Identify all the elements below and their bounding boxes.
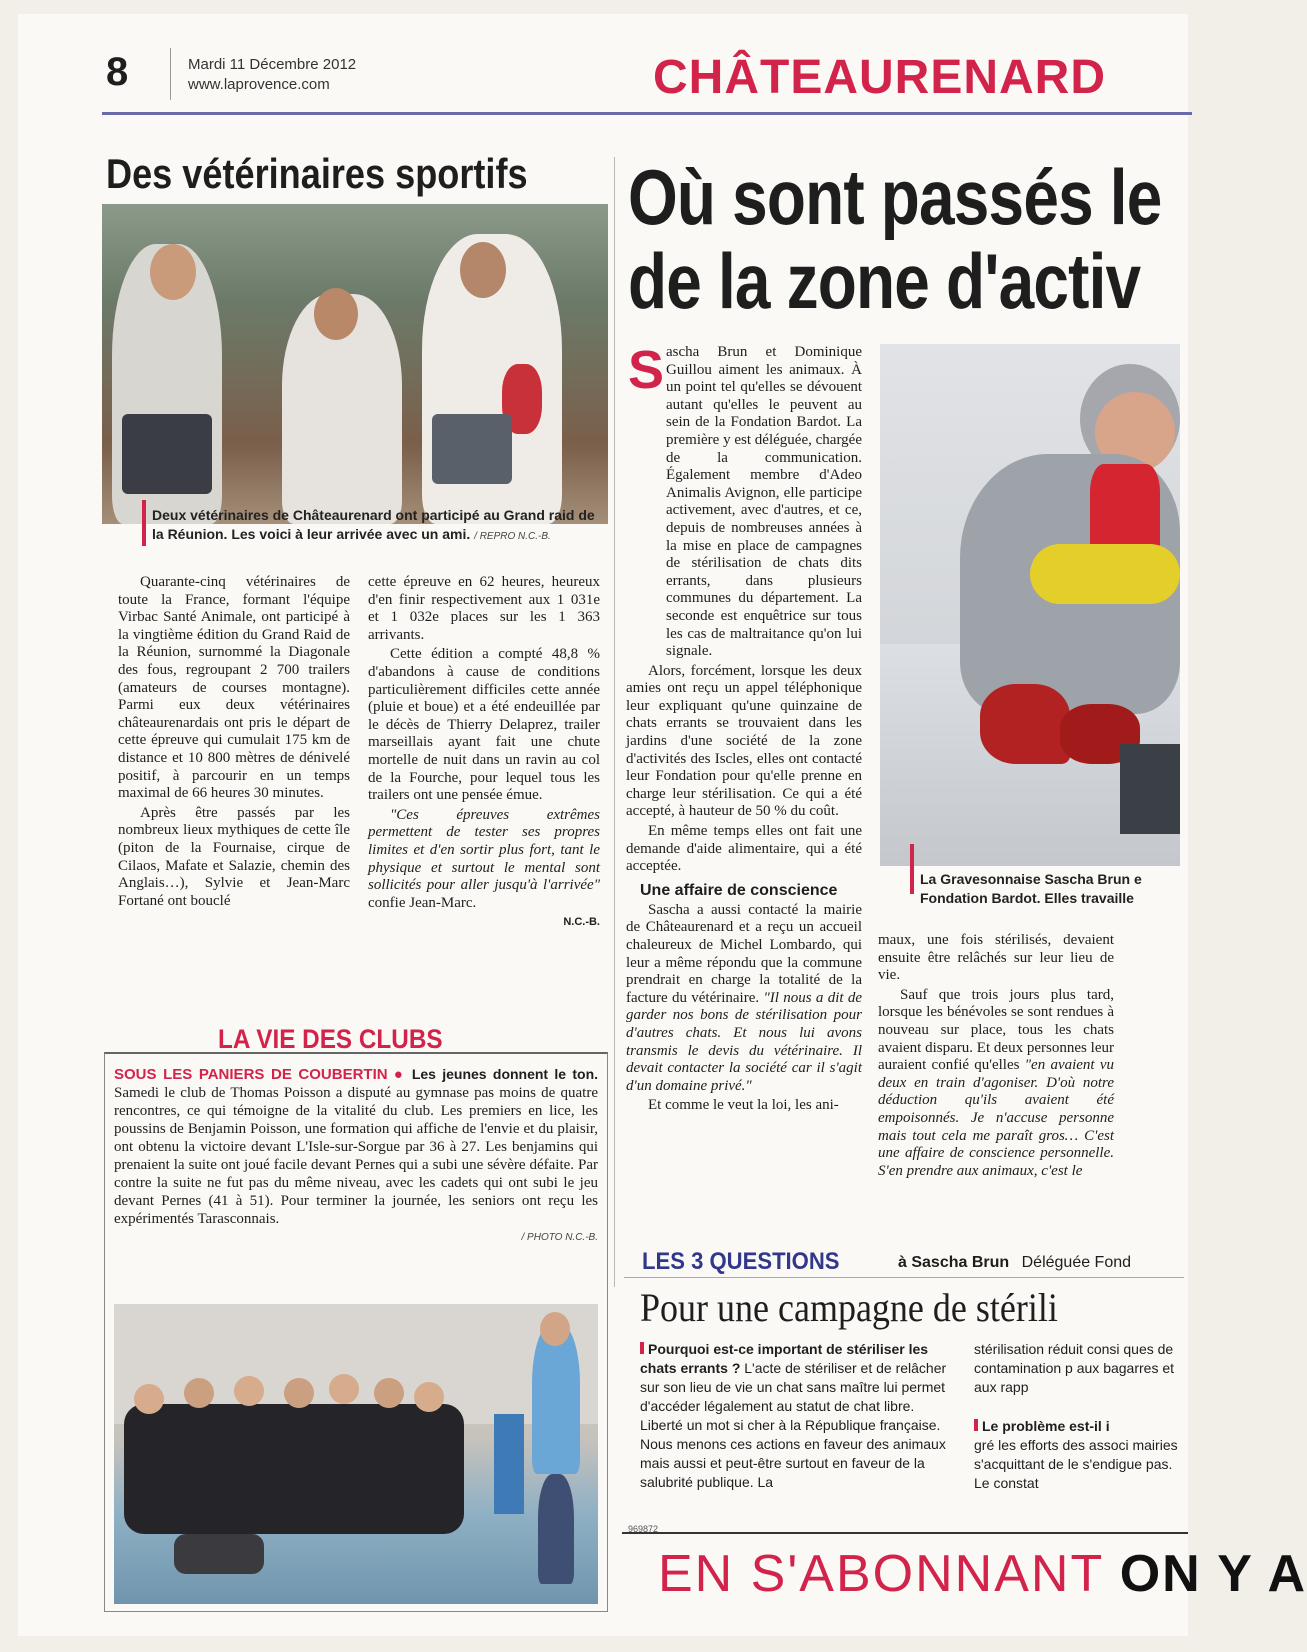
- questions-rule: [624, 1277, 1184, 1278]
- main-headline-line1: Où sont passés le: [628, 153, 1162, 241]
- paragraph: Sauf que trois jours plus tard, lorsque les bénévoles se sont rendues à nouveau sur place, tous les chats avaient disparu. Et deux personnes leur auraient confié qu'elles "en avaient vu deux en train d'agoniser. D'où notre déduction qu'ils avaient été empoisonnés. Je n'accuse personne mais tout cela me paraît gros… C'est une affaire de conscience personnelle. S'en prendre aux animaux, c'est le: [878, 986, 1114, 1179]
- left-article-col2: [368, 574, 600, 928]
- clubs-heading: LA VIE DES CLUBS: [218, 1024, 443, 1054]
- questions-col1: [640, 1340, 958, 1492]
- quote: "Il nous a dit de garder nos bons de stérilisation pour d'autres chats. Et nous lui avons transmis le devis du vétérinaire. Il devait contacter la société car il s'agit d'un domaine privé.": [626, 989, 862, 1094]
- paragraph: ascha Brun et Dominique Guillou aiment les animaux. À un point tel qu'elles se dévouent autant qu'elles le peuvent au sein de la Fondation Bardot. La première y est déléguée, chargée de la communication. Également membre d'Adeo Animalis Avignon, elle participe activement, avec d'autres, et ce, depuis de nombreuses années à la mise en place de campagnes de stérilisation de chats dits errants, dans plusieurs communes du département. La seconde est enquêtrice sur tous les cas de maltraitance qu'on lui signale.: [666, 344, 862, 660]
- questions-headline: Pour une campagne de stérili: [640, 1285, 1058, 1330]
- paragraph: Quarante-cinq vétérinaires de toute la France, formant l'équipe Virbac Santé Animale, ont participé à la vingtième édition du Grand Raid de la Réunion, surnommé la Diagonale des fous, regroupant 2 700 trailers (amateurs de courses montagne). Parmi eux deux vétérinaires châteaurenardais ont pris le départ de cette épreuve qui cumulait 175 km de distance et 10 800 mètres de dénivelé positif, à parcourir en un temps maximal de 66 heures 30 minutes.: [118, 574, 350, 802]
- left-photo-caption: Deux vétérinaires de Châteaurenard ont participé au Grand raid de la Réunion. Les voici à leur arrivée avec un ami. / REPRO N.C.-B.: [152, 507, 595, 542]
- answer-1: L'acte de stériliser et de relâcher sur son lieu de vie un chat sans maître lui permet d'accéder légalement au statut de chat libre. Liberté un mot si cher à la République française. Nous menons ces actions en faveur des animaux mais aussi et peut-être surtout en faveur de la salubrité publique. La: [640, 1360, 947, 1490]
- header-date: Mardi 11 Décembre 2012: [188, 56, 357, 73]
- clubs-lead: Les jeunes donnent le ton.: [411, 1066, 599, 1082]
- quote: "Ces épreuves extrêmes permettent de tester ses propres limites et d'en sortir plus fort, tant le physique et surtout le mental sont sollicités pour aller jusqu'à l'arrivée": [368, 806, 600, 894]
- clubs-credit: / PHOTO N.C.-B.: [521, 1232, 598, 1243]
- quote: "en avaient vu deux en train d'agoniser. D'où notre déduction qu'ils avaient été empoisonnés. Je n'accuse personne mais tout cela me paraît gros… C'est une affaire de conscience personnelle. S'en prendre aux animaux, c'est le: [878, 1057, 1114, 1179]
- caption-marker: [142, 500, 146, 546]
- sascha-brun-photo: [880, 344, 1180, 866]
- main-photo-caption: La Gravesonnaise Sascha Brun e Fondation Bardot. Elles travaille: [920, 871, 1146, 906]
- caption-marker: [910, 844, 914, 894]
- signature: N.C.-B.: [563, 916, 600, 929]
- paragraph: cette épreuve en 62 heures, heureux d'en finir respectivement aux 1 031e et 1 032e places sur les 1 363 arrivants.: [368, 574, 600, 643]
- question-1: Pourquoi est-ce important de stériliser les chats errants ?: [640, 1341, 929, 1376]
- questions-col2: stérilisation réduit consi ques de contamination p aux bagarres et aux rapp Le problème est-il i gré les efforts des associ mairies s'acquittant de le s'endigue pas. Le constat: [974, 1340, 1188, 1493]
- dropcap: S: [628, 340, 665, 400]
- page-number: 8: [106, 50, 129, 94]
- column-rule: [614, 157, 615, 1287]
- header-rule: [102, 112, 1192, 115]
- newspaper-page: [18, 14, 1307, 1636]
- basketball-team-photo: [114, 1304, 598, 1604]
- paragraph: Cette édition a compté 48,8 % d'abandons à cause de conditions particulièrement difficiles cette année (pluie et boue) et a été endeuillée par le décès de Thierry Delaprez, trailer marseillais ayant fait une chute mortelle de nuit dans un ravin au col de la Fourche, pour lequel tous les trailers ont une pensée émue.: [368, 646, 600, 804]
- section-title: CHÂTEAURENARD: [653, 51, 1106, 104]
- main-article-col2: [878, 932, 1114, 1180]
- main-headline-line2: de la zone d'activ: [628, 237, 1141, 325]
- runners-photo: [102, 204, 608, 524]
- paragraph: maux, une fois stérilisés, devaient ensuite être relâchés sur leur lieu de vie.: [878, 932, 1114, 984]
- ad-text: EN S'ABONNANT ON Y A: [658, 1545, 1307, 1603]
- left-headline: Des vétérinaires sportifs: [106, 150, 528, 197]
- left-photo-credit: / REPRO N.C.-B.: [474, 531, 551, 542]
- clubs-text: SOUS LES PANIERS DE COUBERTIN ● Les jeunes donnent le ton. Samedi le club de Thomas Poisson a disputé au gymnase pas moins de quatre rencontres, ce qui témoigne de la vitalité du club. Les premiers en lice, les poussins de Benjamin Poisson, une formation qui affiche de l'envie et du plaisir, ont obtenu la victoire devant L'Isle-sur-Sorgue par 36 à 27. Les benjamins qui prenaient la suite ont joué facile devant Pernes qui a subi une sévère défaite. Par contre la suite ne fut pas du même niveau, avec les cadets qui ont subi le jeu devant Pernes (41 à 51). Pour terminer la journée, les seniors ont reçu les expérimentés Tarasconnais. / PHOTO N.C.-B.: [114, 1066, 599, 1243]
- header-url: www.laprovence.com: [188, 76, 330, 93]
- paragraph: Alors, forcément, lorsque les deux amies ont reçu un appel téléphonique leur expliquant qu'une quinzaine de chats errants se trouvaient dans les jardins d'une société de la zone d'activités des Iscles, elles ont contacté leur Fondation pour qu'elle prenne en charge leur stérilisation. Ce qui a été accepté, à hauteur de 50 % du coût.: [626, 662, 862, 820]
- main-article-col1: [626, 340, 862, 1115]
- header-divider: [170, 48, 171, 100]
- left-article-col1: [118, 574, 350, 910]
- paragraph: Et comme le veut la loi, les ani-: [648, 1097, 839, 1114]
- questions-person: à Sascha Brun Déléguée Fond: [898, 1254, 1132, 1271]
- questions-title: LES 3 QUESTIONS: [642, 1248, 840, 1275]
- question-2: Le problème est-il i: [982, 1418, 1110, 1434]
- quote-paragraph: "Ces épreuves extrêmes permettent de tester ses propres limites et d'en sortir plus fort, tant le physique et surtout le mental sont sollicités pour aller jusqu'à l'arrivée" confie Jean-Marc.: [368, 806, 600, 911]
- answer-2: gré les efforts des associ mairies s'acquittant de le s'endigue pas. Le constat: [974, 1437, 1178, 1491]
- paragraph: Sascha a aussi contacté la mairie de Châteaurenard et a reçu un accueil chaleureux de Michel Lombardo, qui leur a même répondu que la commune prendrait en charge la totalité de la facture du vétérinaire. "Il nous a dit de garder nos bons de stérilisation pour d'autres chats. Et nous lui avons transmis le devis du vétérinaire. Il devait contacter la société car il s'agit d'un domaine privé.": [626, 901, 862, 1094]
- ad-code: 969872: [628, 1524, 659, 1534]
- subhead: Une affaire de conscience: [640, 881, 838, 899]
- paragraph: En même temps elles ont fait une demande d'aide alimentaire, qui a été acceptée.: [626, 823, 862, 875]
- clubs-kicker: SOUS LES PANIERS DE COUBERTIN: [114, 1066, 388, 1083]
- paragraph: Après être passés par les nombreux lieux mythiques de cette île (piton de la Fournaise, cirque de Cilaos, Mafate et Salazie, chemin des Anglais…), Sylvie et Jean-Marc Fortané ont bouclé: [118, 804, 350, 909]
